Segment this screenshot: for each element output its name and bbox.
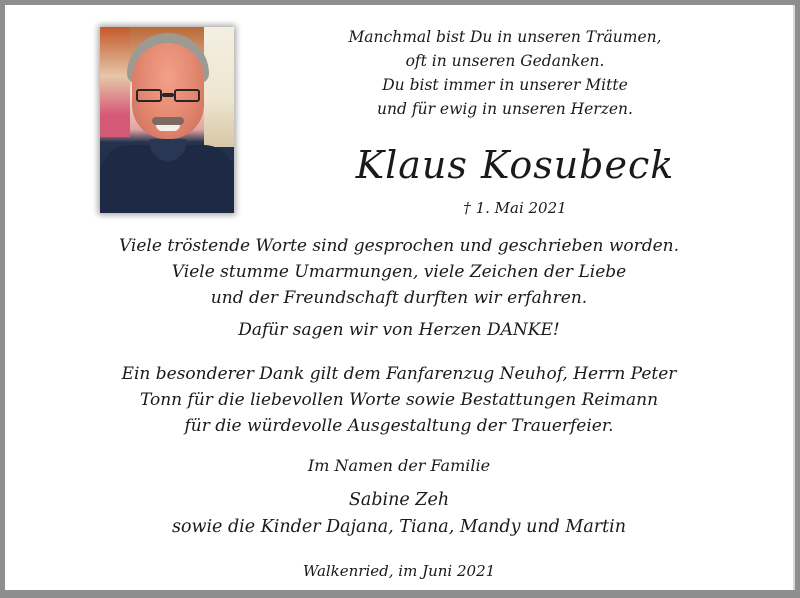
paragraph-line: Ein besonderer Dank gilt dem Fanfarenzug Neuhof, Herrn Peter	[121, 364, 677, 384]
paragraph-line: für die würdevolle Ausgestaltung der Trauerfeier.	[184, 416, 614, 436]
poem-block	[305, 25, 705, 121]
paragraph-line: Tonn für die liebevollen Worte sowie Bestattungen Reimann	[139, 390, 659, 410]
poem-line: Du bist immer in unserer Mitte	[382, 76, 628, 94]
poem-line: oft in unseren Gedanken.	[405, 52, 605, 70]
special-thanks-paragraph	[25, 361, 773, 439]
condolence-paragraph	[25, 233, 773, 311]
children-names: sowie die Kinder Dajana, Tiana, Mandy und Martin	[171, 517, 627, 537]
family-intro: Im Namen der Familie	[307, 456, 491, 475]
portrait-photo	[100, 27, 234, 213]
signer-name: Sabine Zeh	[348, 490, 450, 510]
photo-smile	[156, 125, 180, 131]
photo-moustache	[152, 117, 184, 125]
paragraph-line: Viele stumme Umarmungen, viele Zeichen der Liebe	[171, 262, 627, 282]
paragraph-line: und der Freundschaft durften wir erfahren.	[210, 288, 588, 308]
poem-line: Manchmal bist Du in unseren Träumen,	[348, 28, 662, 46]
paragraph-line: Viele tröstende Worte sind gesprochen und geschrieben worden.	[118, 236, 680, 256]
deceased-name: Klaus Kosubeck	[355, 143, 675, 187]
thanks-line: Dafür sagen wir von Herzen DANKE!	[238, 320, 560, 340]
obituary-notice-card	[5, 5, 795, 590]
photo-background-right	[204, 27, 234, 147]
death-date: † 1. Mai 2021	[463, 199, 567, 217]
photo-glasses	[136, 89, 200, 103]
photo-background-left	[100, 27, 130, 137]
place-and-date: Walkenried, im Juni 2021	[302, 562, 496, 580]
poem-line: und für ewig in unseren Herzen.	[377, 100, 633, 118]
